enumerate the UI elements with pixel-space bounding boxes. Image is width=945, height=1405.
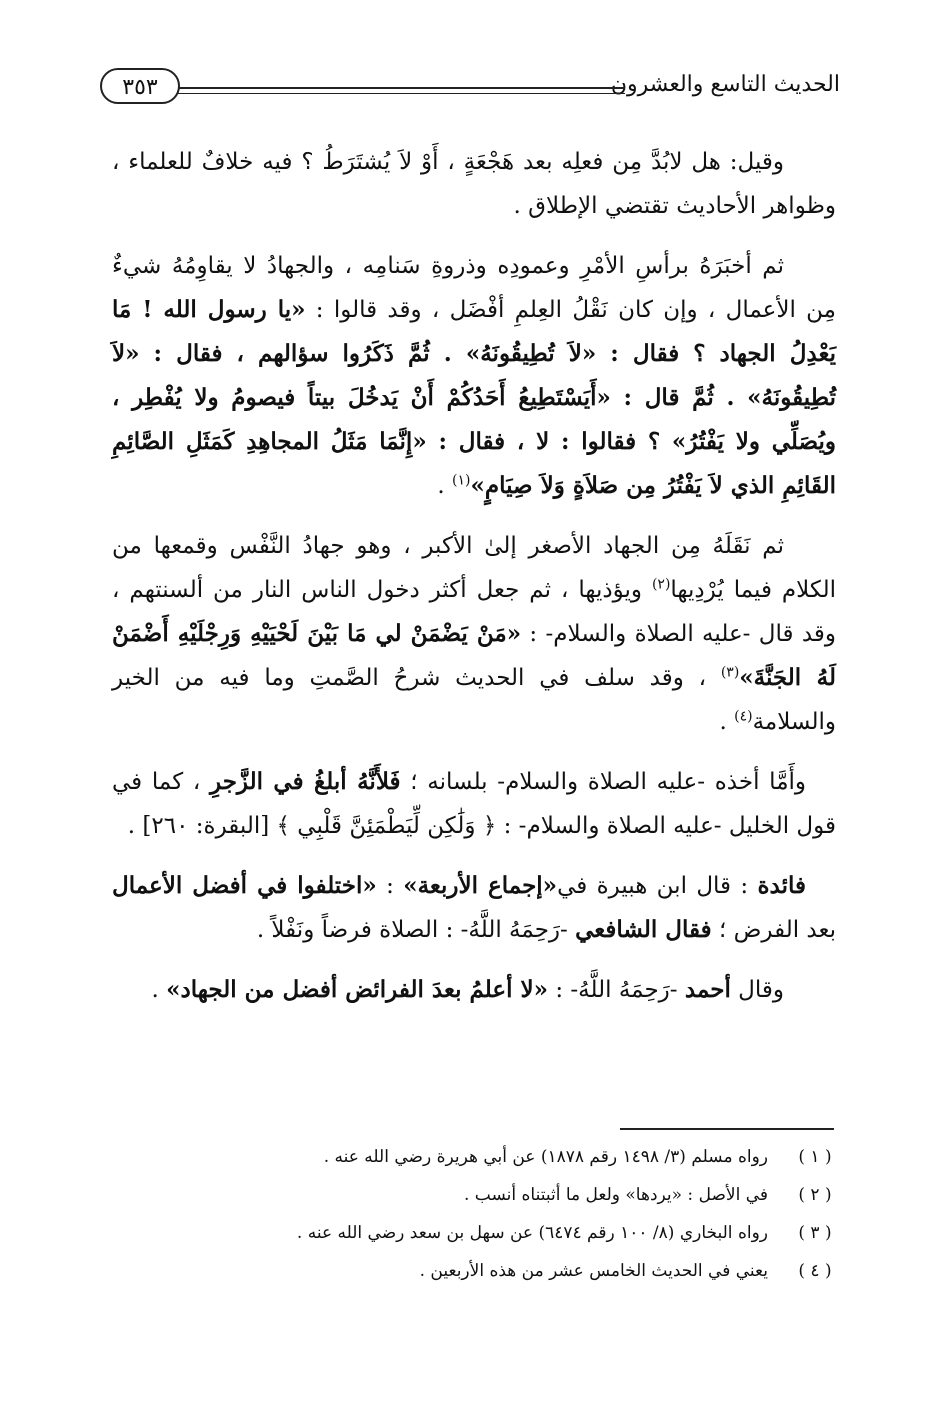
header-rule — [178, 87, 625, 89]
paragraph-text: بعد الفرض ؛ — [711, 917, 836, 943]
footnote-ref-4[interactable]: (٤) — [734, 708, 753, 725]
quote-text: «لا أعلمُ بعدَ الفرائض أفضل من الجهاد» — [166, 976, 549, 1003]
chapter-title: الحديث التاسع والعشرون — [610, 72, 840, 97]
paragraph-text: : — [376, 873, 404, 899]
footnote-number: ( ١ ) — [798, 1147, 832, 1167]
footnote-number: ( ٣ ) — [798, 1223, 832, 1243]
footnote-item — [200, 1214, 840, 1252]
footnote-separator — [620, 1128, 834, 1130]
book-title: «إجماع الأربعة» — [403, 872, 558, 899]
footnote-ref-3[interactable]: (٣) — [720, 664, 740, 681]
paragraph-text: ثم نَقَلَهُ مِن الجهاد الأصغر إلىٰ الأكبر ، وهو جهادُ النَّفْس وقمعها من الكلام فيما يُرْدِيها — [112, 533, 836, 603]
benefit-label: فائدة — [757, 872, 806, 899]
paragraph-6 — [112, 968, 836, 1012]
page-number-badge: ٣٥٣ — [100, 68, 180, 104]
paragraph-end: . — [151, 977, 167, 1003]
footnote-text: يعني في الحديث الخامس عشر من هذه الأربعين . — [419, 1261, 768, 1281]
footnote-number: ( ٤ ) — [798, 1261, 832, 1281]
scholar-name: أحمد — [684, 976, 731, 1003]
footnote-text: في الأصل : «يردها» ولعل ما أثبتناه أنسب . — [463, 1185, 768, 1205]
paragraph-text: ، وقد سلف في الحديث شرحُ الصَّمتِ وما فيه من الخير والسلامة — [112, 665, 836, 735]
paragraph-end: . — [437, 473, 453, 499]
paragraph-text: وقال — [730, 977, 784, 1003]
quote-text: «اختلفوا في أفضل الأعمال — [112, 872, 377, 899]
hadith-quote: «يا رسول الله ! مَا يَعْدِلُ الجهاد ؟ فقال : «لاَ تُطِيقُونَهُ» . ثُمَّ ذَكَرُوا سؤالهم ، فقال : «لاَ تُطِيقُونَهُ» . ثُمَّ قال : «أَيَسْتَطِيعُ أَحَدُكُمْ أَنْ يَدخُلَ بيتاً فيصومُ ولا يُفْطِر ، ويُصَلِّي ولا يَفْتُرُ» ؟ فقالوا : لا ، فقال : «إِنَّمَا مَثَلُ المجاهِدِ كَمَثَلِ الصَّائِمِ القَائِمِ الذي لاَ يَفْتُرُ مِن صَلاَةٍ وَلاَ صِيَامٍ» — [112, 296, 836, 499]
paragraph-3 — [112, 524, 836, 744]
footnote-item — [200, 1252, 840, 1290]
header-rule-thin — [178, 93, 625, 94]
page-header — [100, 62, 840, 112]
emphasis-text: فَلأَنَّهُ أبلغُ في الزَّجرِ — [210, 768, 401, 795]
scholar-name: فقال الشافعي — [575, 916, 712, 943]
paragraph-text: ثم أخبَرَهُ برأسِ الأمْرِ وعمودِه وذروةِ سَنامِه ، والجهادُ لا يقاوِمُهُ شيءٌ مِن الأعمال ، وإن كان نَقْلُ العِلمِ أفْضَل ، وقد قالوا : — [112, 253, 836, 323]
paragraph-2 — [112, 244, 836, 508]
paragraph-text: ويؤذيها ، ثم جعل أكثر دخول الناس النار من ألسنتهم ، وقد قال -عليه الصلاة والسلام- : — [112, 577, 837, 647]
footnote-ref-2[interactable]: (٢) — [651, 576, 671, 593]
paragraph-1 — [112, 140, 836, 228]
paragraph-4 — [112, 760, 836, 848]
paragraph-text: -رَحِمَهُ اللَّهُ- : الصلاة فرضاً ونَفْلاً . — [256, 917, 576, 943]
paragraph-text: وقيل: هل لابُدَّ مِن فعلِه بعد هَجْعَةٍ ، أَوْ لاَ يُشتَرَطُ ؟ فيه خلافٌ للعلماء ، وظواهر الأحاديث تقتضي الإطلاق . — [112, 149, 836, 219]
paragraph-5 — [112, 864, 836, 952]
footnote-item — [200, 1138, 840, 1176]
paragraph-end: . — [719, 709, 735, 735]
footnote-ref-1[interactable]: (١) — [452, 472, 471, 489]
paragraph-text: : قال ابن هبيرة في — [557, 873, 758, 899]
footnotes — [200, 1138, 840, 1290]
footnote-item — [200, 1176, 840, 1214]
footnote-text: رواه مسلم (٣/ ١٤٩٨ رقم ١٨٧٨) عن أبي هريرة رضي الله عنه . — [323, 1147, 768, 1167]
paragraph-text: وأَمَّا أخذه -عليه الصلاة والسلام- بلسانه ؛ — [400, 769, 807, 795]
footnote-text: رواه البخاري (٨/ ١٠٠ رقم ٦٤٧٤) عن سهل بن سعد رضي الله عنه . — [296, 1223, 768, 1243]
paragraph-text: ، كما في قول الخليل -عليه الصلاة والسلام- : ﴿ وَلَٰكِن لِّيَطْمَئِنَّ قَلْبِي ﴾ [البقرة: ٢٦٠] . — [112, 769, 836, 839]
hadith-quote: «مَنْ يَضْمَنْ لي مَا بَيْنَ لَحْيَيْهِ وَرِجْلَيْهِ أَضْمَنْ لَهُ الجَنَّةَ» — [112, 620, 836, 691]
paragraph-text: -رَحِمَهُ اللَّهُ- : — [548, 977, 685, 1003]
footnote-number: ( ٢ ) — [798, 1185, 832, 1205]
main-text — [112, 140, 836, 1028]
